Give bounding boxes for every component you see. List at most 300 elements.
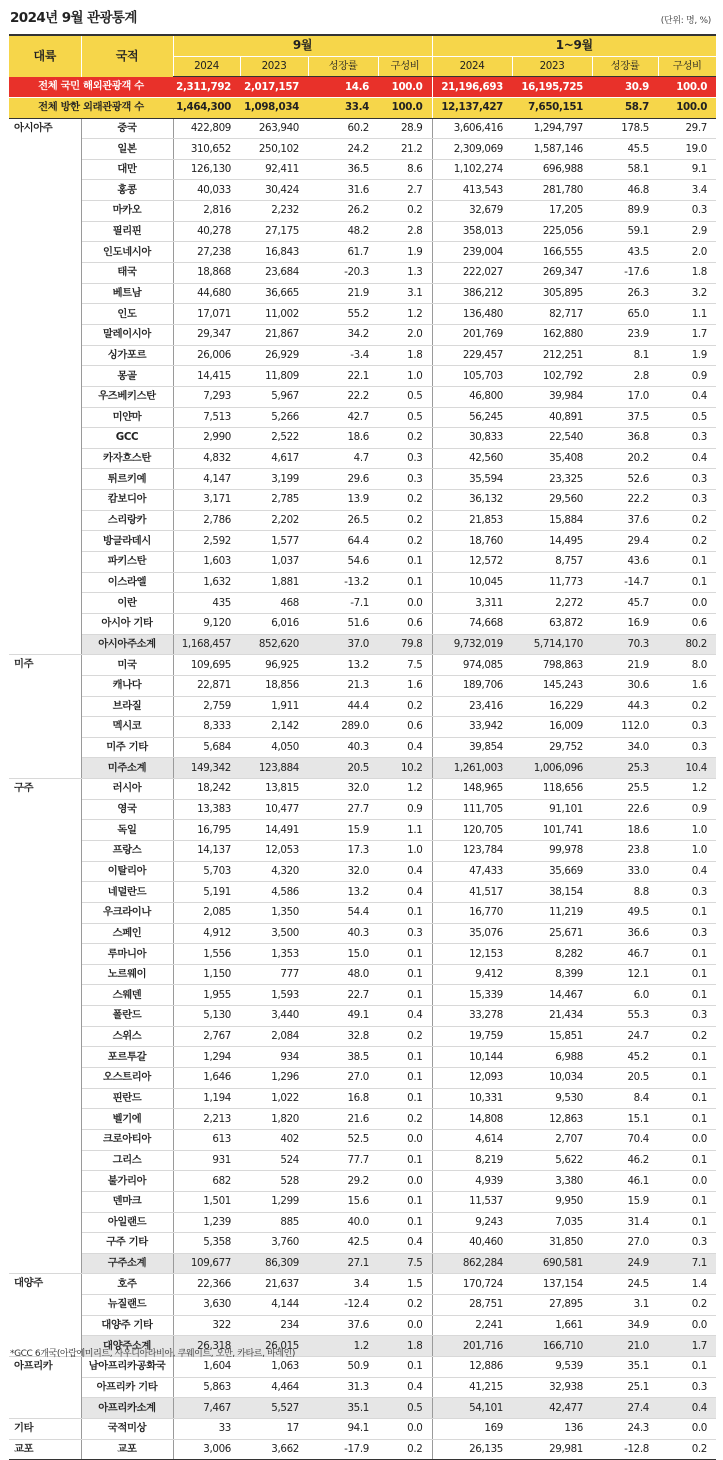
country-label: 마카오 <box>81 201 173 222</box>
table-row <box>9 779 716 800</box>
value-cell: 7,513 <box>173 407 240 428</box>
value-cell: 15.9 <box>592 1191 658 1212</box>
value-cell: 51.6 <box>308 613 378 634</box>
region-label: 교포 <box>9 1439 81 1460</box>
value-cell: 0.2 <box>378 1026 432 1047</box>
country-label: 벨기에 <box>81 1109 173 1130</box>
country-label: 방글라데시 <box>81 531 173 552</box>
value-cell: 1,150 <box>173 964 240 985</box>
value-cell: 31.3 <box>308 1377 378 1398</box>
table-row <box>9 1295 716 1316</box>
country-label: 프랑스 <box>81 840 173 861</box>
value-cell: 0.3 <box>658 428 716 449</box>
value-cell: 96,925 <box>240 655 308 676</box>
value-cell: 1,646 <box>173 1068 240 1089</box>
value-cell: 613 <box>173 1129 240 1150</box>
value-cell: 0.1 <box>658 1212 716 1233</box>
value-cell: 48.0 <box>308 964 378 985</box>
value-cell: 0.5 <box>378 386 432 407</box>
value-cell: 137,154 <box>512 1274 592 1295</box>
value-cell: 26.3 <box>592 283 658 304</box>
table-row <box>9 531 716 552</box>
value-cell: 1.8 <box>378 1336 432 1357</box>
value-cell: 189,706 <box>432 675 512 696</box>
table-row <box>9 861 716 882</box>
value-cell: 3,380 <box>512 1171 592 1192</box>
value-cell: 42,477 <box>512 1398 592 1419</box>
table-row <box>9 386 716 407</box>
value-cell: 25.5 <box>592 779 658 800</box>
value-cell: 1.9 <box>378 242 432 263</box>
value-cell: 14,467 <box>512 985 592 1006</box>
value-cell: 44.3 <box>592 696 658 717</box>
table-row <box>9 944 716 965</box>
value-cell: 0.2 <box>378 428 432 449</box>
value-cell: 3,662 <box>240 1439 308 1460</box>
value-cell: 229,457 <box>432 345 512 366</box>
value-cell: 4.7 <box>308 448 378 469</box>
value-cell: 0.3 <box>658 1233 716 1254</box>
value-cell: 38,154 <box>512 882 592 903</box>
value-cell: 7.5 <box>378 1253 432 1274</box>
value-cell: 1,577 <box>240 531 308 552</box>
value-cell: 37.0 <box>308 634 378 655</box>
value-cell: -17.9 <box>308 1439 378 1460</box>
value-cell: 2,241 <box>432 1315 512 1336</box>
value-cell: 27.0 <box>308 1068 378 1089</box>
value-cell: 18,856 <box>240 675 308 696</box>
value-cell: 0.1 <box>658 985 716 1006</box>
country-label: 스리랑카 <box>81 510 173 531</box>
value-cell: 0.1 <box>378 572 432 593</box>
value-cell: 1.7 <box>658 324 716 345</box>
value-cell: 33,278 <box>432 1006 512 1027</box>
header-sub-2023: 2023 <box>240 56 308 77</box>
value-cell: 0.0 <box>658 1315 716 1336</box>
value-cell: 8.0 <box>658 655 716 676</box>
value-cell: 40,278 <box>173 221 240 242</box>
value-cell: 0.0 <box>658 1171 716 1192</box>
value-cell: 1,102,274 <box>432 159 512 180</box>
table-row <box>9 118 716 139</box>
value-cell: 5,684 <box>173 737 240 758</box>
value-cell: 42.7 <box>308 407 378 428</box>
value-cell: 36.8 <box>592 428 658 449</box>
value-cell: 40,891 <box>512 407 592 428</box>
country-label: 남아프리카공화국 <box>81 1357 173 1378</box>
value-cell: 9,950 <box>512 1191 592 1212</box>
value-cell: 0.0 <box>378 1418 432 1439</box>
value-cell: 1.8 <box>378 345 432 366</box>
value-cell: 21.0 <box>592 1336 658 1357</box>
value-cell: 696,988 <box>512 159 592 180</box>
value-cell: 222,027 <box>432 263 512 284</box>
country-label: 아프리카소계 <box>81 1398 173 1419</box>
value-cell: 14,415 <box>173 366 240 387</box>
table-row <box>9 613 716 634</box>
value-cell: -17.6 <box>592 263 658 284</box>
value-cell: 0.1 <box>658 1357 716 1378</box>
value-cell: 27,238 <box>173 242 240 263</box>
value-cell: 8.4 <box>592 1088 658 1109</box>
total-cell: 100.0 <box>658 97 716 118</box>
value-cell: 74,668 <box>432 613 512 634</box>
value-cell: 43.5 <box>592 242 658 263</box>
value-cell: 5,703 <box>173 861 240 882</box>
value-cell: 263,940 <box>240 118 308 139</box>
total-cell: 2,017,157 <box>240 77 308 98</box>
value-cell: 0.1 <box>378 552 432 573</box>
value-cell: 46.8 <box>592 180 658 201</box>
value-cell: 1,168,457 <box>173 634 240 655</box>
value-cell: 120,705 <box>432 820 512 841</box>
value-cell: 23,416 <box>432 696 512 717</box>
header-sub-growth: 성장률 <box>308 56 378 77</box>
table-row <box>9 1047 716 1068</box>
value-cell: 12,863 <box>512 1109 592 1130</box>
value-cell: 40.3 <box>308 737 378 758</box>
value-cell: 17,071 <box>173 304 240 325</box>
value-cell: 24.7 <box>592 1026 658 1047</box>
country-label: 대만 <box>81 159 173 180</box>
value-cell: 10,045 <box>432 572 512 593</box>
country-label: 카자흐스탄 <box>81 448 173 469</box>
table-row <box>9 490 716 511</box>
value-cell: 32.8 <box>308 1026 378 1047</box>
value-cell: 5,266 <box>240 407 308 428</box>
value-cell: 2.7 <box>378 180 432 201</box>
value-cell: 5,358 <box>173 1233 240 1254</box>
table-body <box>9 77 716 1460</box>
value-cell: 118,656 <box>512 779 592 800</box>
value-cell: 2,592 <box>173 531 240 552</box>
value-cell: 0.1 <box>378 985 432 1006</box>
value-cell: 1.2 <box>378 304 432 325</box>
value-cell: 0.6 <box>378 717 432 738</box>
table-header <box>9 35 716 77</box>
value-cell: 8.6 <box>378 159 432 180</box>
value-cell: 1.0 <box>378 840 432 861</box>
subtotal-row <box>9 1398 716 1419</box>
value-cell: 37.6 <box>592 510 658 531</box>
value-cell: 15,851 <box>512 1026 592 1047</box>
total-cell: 7,650,151 <box>512 97 592 118</box>
value-cell: 44.4 <box>308 696 378 717</box>
value-cell: 7,467 <box>173 1398 240 1419</box>
value-cell: 1,911 <box>240 696 308 717</box>
value-cell: 36,132 <box>432 490 512 511</box>
country-label: 이란 <box>81 593 173 614</box>
value-cell: 26.2 <box>308 201 378 222</box>
value-cell: 31.6 <box>308 180 378 201</box>
country-label: 포르투갈 <box>81 1047 173 1068</box>
value-cell: 13,815 <box>240 779 308 800</box>
value-cell: 7.1 <box>658 1253 716 1274</box>
value-cell: 35,669 <box>512 861 592 882</box>
value-cell: 18.6 <box>592 820 658 841</box>
value-cell: 12,153 <box>432 944 512 965</box>
value-cell: 0.2 <box>378 1439 432 1460</box>
table-row <box>9 1006 716 1027</box>
value-cell: 0.6 <box>658 613 716 634</box>
value-cell: -20.3 <box>308 263 378 284</box>
table-row <box>9 675 716 696</box>
value-cell: 35,594 <box>432 469 512 490</box>
value-cell: 0.4 <box>658 1398 716 1419</box>
country-label: 불가리아 <box>81 1171 173 1192</box>
country-label: 스웨덴 <box>81 985 173 1006</box>
country-label: 미주 기타 <box>81 737 173 758</box>
value-cell: 0.4 <box>658 448 716 469</box>
country-label: 미주소계 <box>81 758 173 779</box>
table-row <box>9 242 716 263</box>
value-cell: 8,757 <box>512 552 592 573</box>
value-cell: 12,572 <box>432 552 512 573</box>
value-cell: 0.2 <box>658 531 716 552</box>
value-cell: 9,243 <box>432 1212 512 1233</box>
value-cell: 0.3 <box>658 923 716 944</box>
total-cell: 21,196,693 <box>432 77 512 98</box>
table-row <box>9 1129 716 1150</box>
value-cell: 0.1 <box>378 1150 432 1171</box>
total-row-label: 전체 방한 외래관광객 수 <box>9 97 173 118</box>
value-cell: 852,620 <box>240 634 308 655</box>
country-label: 핀란드 <box>81 1088 173 1109</box>
value-cell: 3,606,416 <box>432 118 512 139</box>
value-cell: 201,716 <box>432 1336 512 1357</box>
value-cell: 21,867 <box>240 324 308 345</box>
value-cell: 61.7 <box>308 242 378 263</box>
value-cell: 38.5 <box>308 1047 378 1068</box>
country-label: 멕시코 <box>81 717 173 738</box>
subtotal-row <box>9 758 716 779</box>
value-cell: 0.0 <box>378 1171 432 1192</box>
value-cell: 22,366 <box>173 1274 240 1295</box>
table-row <box>9 902 716 923</box>
table-row <box>9 737 716 758</box>
footnote: *GCC 6개국(아랍에미리트, 사우디아라비아, 쿠웨이트, 오만, 카타르, 바레인) <box>10 1349 296 1359</box>
value-cell: 35,408 <box>512 448 592 469</box>
value-cell: 201,769 <box>432 324 512 345</box>
value-cell: 80.2 <box>658 634 716 655</box>
value-cell: 23,684 <box>240 263 308 284</box>
value-cell: 402 <box>240 1129 308 1150</box>
table-row <box>9 1377 716 1398</box>
value-cell: 5,622 <box>512 1150 592 1171</box>
value-cell: 21,853 <box>432 510 512 531</box>
country-label: 파키스탄 <box>81 552 173 573</box>
header-sub-cum-2023: 2023 <box>512 56 592 77</box>
value-cell: 123,884 <box>240 758 308 779</box>
value-cell: 7,035 <box>512 1212 592 1233</box>
value-cell: 0.2 <box>658 1439 716 1460</box>
value-cell: 56,245 <box>432 407 512 428</box>
country-label: 우즈베키스탄 <box>81 386 173 407</box>
value-cell: 70.4 <box>592 1129 658 1150</box>
value-cell: 0.3 <box>658 717 716 738</box>
value-cell: 10,477 <box>240 799 308 820</box>
value-cell: 12,053 <box>240 840 308 861</box>
value-cell: 27,175 <box>240 221 308 242</box>
value-cell: 3,760 <box>240 1233 308 1254</box>
value-cell: 70.3 <box>592 634 658 655</box>
value-cell: 32,679 <box>432 201 512 222</box>
value-cell: 77.7 <box>308 1150 378 1171</box>
value-cell: 7,293 <box>173 386 240 407</box>
country-label: 러시아 <box>81 779 173 800</box>
value-cell: 0.1 <box>658 1068 716 1089</box>
table-row <box>9 469 716 490</box>
value-cell: 0.2 <box>378 510 432 531</box>
value-cell: 25.3 <box>592 758 658 779</box>
value-cell: 0.3 <box>658 490 716 511</box>
value-cell: 0.9 <box>658 366 716 387</box>
value-cell: 11,773 <box>512 572 592 593</box>
table-row <box>9 1068 716 1089</box>
value-cell: 40.0 <box>308 1212 378 1233</box>
value-cell: 1,556 <box>173 944 240 965</box>
value-cell: 9,732,019 <box>432 634 512 655</box>
value-cell: 1.0 <box>378 366 432 387</box>
value-cell: 52.6 <box>592 469 658 490</box>
country-label: 홍콩 <box>81 180 173 201</box>
value-cell: 22.7 <box>308 985 378 1006</box>
value-cell: 0.0 <box>658 1129 716 1150</box>
value-cell: 225,056 <box>512 221 592 242</box>
country-label: 필리핀 <box>81 221 173 242</box>
value-cell: 5,130 <box>173 1006 240 1027</box>
value-cell: 43.6 <box>592 552 658 573</box>
value-cell: 1.2 <box>378 779 432 800</box>
table-row <box>9 1439 716 1460</box>
value-cell: 20.2 <box>592 448 658 469</box>
value-cell: 10,034 <box>512 1068 592 1089</box>
table-row <box>9 1274 716 1295</box>
value-cell: 42.5 <box>308 1233 378 1254</box>
value-cell: 54,101 <box>432 1398 512 1419</box>
header-sub-2024: 2024 <box>173 56 240 77</box>
value-cell: 0.2 <box>378 201 432 222</box>
value-cell: 1,194 <box>173 1088 240 1109</box>
value-cell: -7.1 <box>308 593 378 614</box>
value-cell: 234 <box>240 1315 308 1336</box>
country-label: 독일 <box>81 820 173 841</box>
value-cell: 1,955 <box>173 985 240 1006</box>
value-cell: 86,309 <box>240 1253 308 1274</box>
value-cell: 0.4 <box>378 1377 432 1398</box>
value-cell: 17,205 <box>512 201 592 222</box>
country-label: 베트남 <box>81 283 173 304</box>
value-cell: 36.5 <box>308 159 378 180</box>
country-label: 영국 <box>81 799 173 820</box>
value-cell: 39,984 <box>512 386 592 407</box>
value-cell: 2.9 <box>658 221 716 242</box>
value-cell: 0.4 <box>378 1233 432 1254</box>
value-cell: 9,539 <box>512 1357 592 1378</box>
value-cell: 7.5 <box>378 655 432 676</box>
value-cell: -12.4 <box>308 1295 378 1316</box>
value-cell: 468 <box>240 593 308 614</box>
value-cell: 974,085 <box>432 655 512 676</box>
value-cell: 8,399 <box>512 964 592 985</box>
value-cell: 3.2 <box>658 283 716 304</box>
value-cell: 21.9 <box>308 283 378 304</box>
value-cell: -14.7 <box>592 572 658 593</box>
value-cell: 8,219 <box>432 1150 512 1171</box>
country-label: 인도 <box>81 304 173 325</box>
table-row <box>9 180 716 201</box>
country-label: 폴란드 <box>81 1006 173 1027</box>
value-cell: 0.1 <box>658 1047 716 1068</box>
table-row <box>9 1315 716 1336</box>
value-cell: 0.1 <box>658 964 716 985</box>
value-cell: 0.1 <box>658 902 716 923</box>
value-cell: 170,724 <box>432 1274 512 1295</box>
country-label: 호주 <box>81 1274 173 1295</box>
value-cell: 24.9 <box>592 1253 658 1274</box>
value-cell: 15.6 <box>308 1191 378 1212</box>
country-label: 구주 기타 <box>81 1233 173 1254</box>
value-cell: 45.2 <box>592 1047 658 1068</box>
value-cell: 10.2 <box>378 758 432 779</box>
value-cell: 0.1 <box>378 1047 432 1068</box>
value-cell: 22,871 <box>173 675 240 696</box>
value-cell: 682 <box>173 1171 240 1192</box>
value-cell: 91,101 <box>512 799 592 820</box>
value-cell: 4,912 <box>173 923 240 944</box>
value-cell: 0.1 <box>658 1150 716 1171</box>
country-label: 아시아주소계 <box>81 634 173 655</box>
value-cell: 2,767 <box>173 1026 240 1047</box>
value-cell: 14,495 <box>512 531 592 552</box>
value-cell: 33.0 <box>592 861 658 882</box>
value-cell: 166,555 <box>512 242 592 263</box>
value-cell: 32.0 <box>308 861 378 882</box>
subtotal-row <box>9 1253 716 1274</box>
value-cell: 358,013 <box>432 221 512 242</box>
value-cell: 5,863 <box>173 1377 240 1398</box>
value-cell: 0.6 <box>378 613 432 634</box>
value-cell: 0.4 <box>378 737 432 758</box>
value-cell: 0.9 <box>658 799 716 820</box>
value-cell: 40.3 <box>308 923 378 944</box>
country-label: 이탈리아 <box>81 861 173 882</box>
value-cell: 0.3 <box>658 1377 716 1398</box>
value-cell: 1,820 <box>240 1109 308 1130</box>
table-row <box>9 366 716 387</box>
table-row <box>9 593 716 614</box>
value-cell: 26,135 <box>432 1439 512 1460</box>
value-cell: 50.9 <box>308 1357 378 1378</box>
value-cell: 1.0 <box>658 840 716 861</box>
value-cell: 55.2 <box>308 304 378 325</box>
country-label: 캄보디아 <box>81 490 173 511</box>
value-cell: 3,006 <box>173 1439 240 1460</box>
value-cell: 1.1 <box>658 304 716 325</box>
value-cell: 0.1 <box>378 1212 432 1233</box>
value-cell: 29.7 <box>658 118 716 139</box>
value-cell: 0.0 <box>658 593 716 614</box>
value-cell: 23.8 <box>592 840 658 861</box>
value-cell: 29.4 <box>592 531 658 552</box>
country-label: 싱가포르 <box>81 345 173 366</box>
value-cell: 0.2 <box>658 1026 716 1047</box>
country-label: 덴마크 <box>81 1191 173 1212</box>
value-cell: 79.8 <box>378 634 432 655</box>
total-row-label: 전체 국민 해외관광객 수 <box>9 77 173 98</box>
value-cell: 126,130 <box>173 159 240 180</box>
value-cell: 16,843 <box>240 242 308 263</box>
